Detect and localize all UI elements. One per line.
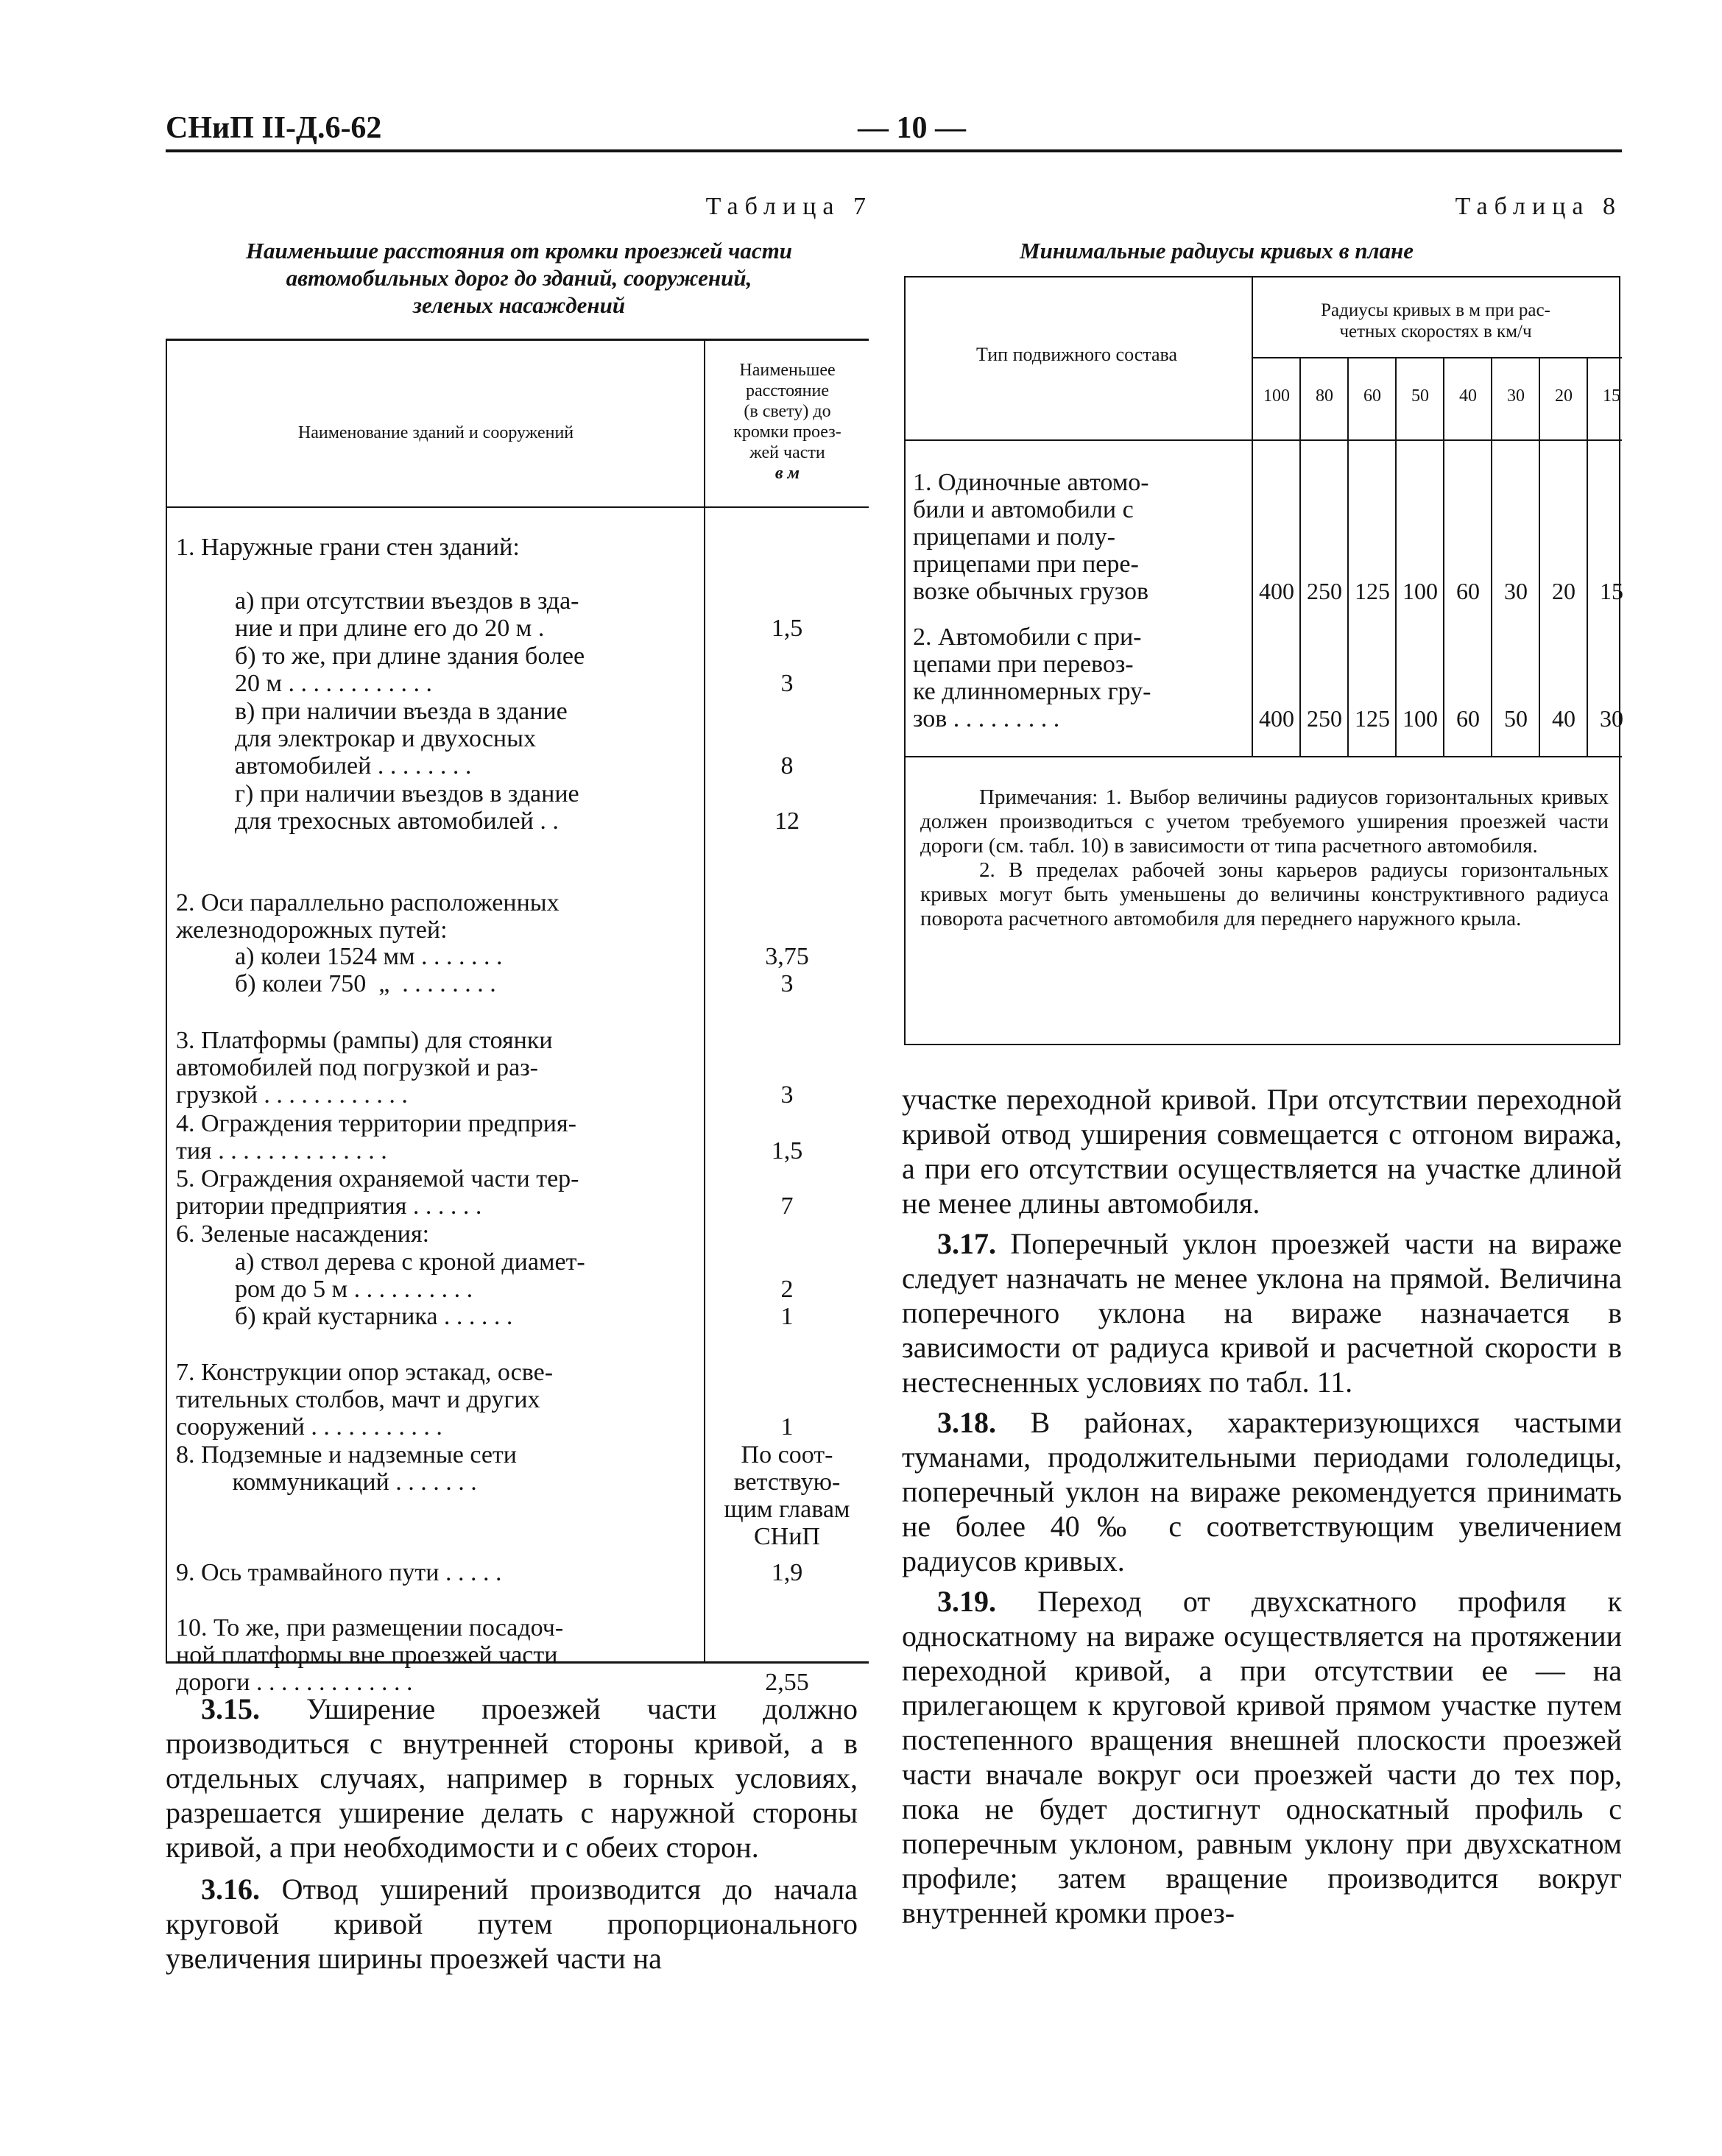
table8-cell: 400 [1259, 705, 1294, 732]
table8-row-label: 1. Одиночные автомо- били и автомобили с прицепами и полу- прицепами при пере- возке обычных грузов [913, 469, 1149, 605]
table7-row-value: 3,75 [765, 943, 809, 970]
table7-title-line: зеленых насаждений [412, 292, 626, 318]
header-line: кромки проез- [733, 423, 841, 442]
table8-speed-header: 15 [1603, 386, 1620, 406]
table8-row-label: 2. Автомобили с при- цепами при перевоз- ке длинномерных гру- зов . . . . . . . . . [913, 623, 1151, 732]
table7-row-label: 4. Ограждения территории предприя- тия . . . . . . . . . . . . . . [176, 1110, 576, 1164]
table8 [904, 276, 1623, 1045]
table7-row-value: 3 [780, 1081, 794, 1109]
header-line: (в свету) до [744, 402, 831, 421]
table8-cell: 60 [1456, 578, 1480, 604]
table7-header-rule [167, 506, 869, 508]
table8-body-rule [906, 756, 1622, 757]
document-code: СНиП II-Д.6-62 [166, 111, 382, 145]
table7-row-label: г) при наличии въездов в здание для трехосных автомобилей . . [235, 780, 579, 835]
table7-row-label: 7. Конструкции опор эстакад, осве- тительных столбов, мачт и других сооружений . . . . . . . . . . . [176, 1359, 554, 1441]
table7-row-value: 3 [780, 970, 794, 997]
table7-row-label: 1. Наружные грани стен зданий: [176, 534, 520, 561]
paragraph-3-15 [166, 1692, 858, 1865]
table8-speed-divider [1347, 357, 1349, 756]
paragraph-number: 3.18. [937, 1406, 996, 1439]
table7-row-value: 1,5 [771, 1137, 803, 1164]
paragraph-3-17 [902, 1226, 1622, 1399]
table8-speed-divider [1587, 357, 1588, 756]
paragraph-text: В районах, характеризующихся частыми туманами, продолжительными периодами гололедицы, поперечный уклон на вираже рекомендуется принимать не более 40‰ с соответствующим увеличением радиусов кривых. [902, 1406, 1623, 1577]
header-line: Наименьшее [739, 361, 836, 380]
table8-speed-header: 40 [1459, 386, 1477, 406]
table7-row-value: 2 [780, 1276, 794, 1303]
table8-speed-header: 20 [1555, 386, 1573, 406]
table8-cell: 60 [1456, 705, 1480, 732]
left-body-text [166, 1692, 858, 1976]
table7-row-label: 9. Ось трамвайного пути . . . . . [176, 1559, 502, 1586]
table8-speed-header: 100 [1263, 386, 1290, 406]
table7-row-label: б) то же, при длине здания более 20 м . . . . . . . . . . . . [235, 643, 585, 697]
table8-title: Минимальные радиусы кривых в плане [1020, 238, 1414, 264]
paragraph-number: 3.19. [937, 1585, 996, 1618]
paragraph-text: Переход от двухскатного профиля к односкатному на вираже осуществляется на протяжении переходной кривой, а при отсутствии ее — на прилегающем к круговой кривой прямом участке путем постепенного вращения внешней плоскости проезжей части вначале вокруг оси проезжей части до тех пор, пока не будет достигнут односкатный профиль с поперечным уклоном, равным уклону при двухскатном профиле; затем вращение производится вокруг внутренней кромки проез- [902, 1585, 1623, 1929]
table7-row-value: 1,5 [771, 615, 803, 642]
table8-cell: 40 [1552, 705, 1575, 732]
table8-note-2: 2. В пределах рабочей зоны карьеров радиусы горизонтальных кривых могут быть уменьшены до величины конструктивного радиуса поворота расчетного автомобиля для переднего наружного крыла. [920, 858, 1609, 930]
table8-cell: 125 [1355, 578, 1390, 604]
header-line: в м [774, 464, 800, 483]
table7 [166, 339, 869, 1696]
table8-speed-divider [1443, 357, 1444, 756]
table8-speed-divider [1395, 357, 1397, 756]
table8-header-rule [906, 439, 1622, 441]
table8-speed-header: 60 [1363, 386, 1381, 406]
table8-cell: 30 [1504, 578, 1528, 604]
table7-row-label: 6. Зеленые насаждения: [176, 1220, 430, 1248]
page-number: — 10 — [858, 111, 966, 145]
table7-row-label: б) колеи 750 „ . . . . . . . . [235, 970, 496, 997]
table8-speed-divider [1539, 357, 1540, 756]
paragraph-3-16 [166, 1872, 858, 1976]
table7-column-divider [704, 341, 705, 1661]
table8-cell: 250 [1307, 705, 1342, 732]
paragraph-3-19 [902, 1584, 1622, 1930]
table7-row-label: 10. То же, при размещении посадоч- ной платформы вне проезжей части дороги . . . . . . . . . . . . . [176, 1614, 564, 1696]
table7-title [166, 237, 872, 319]
table8-header-radius [1252, 300, 1620, 342]
paragraph-text: Поперечный уклон проезжей части на вираже следует назначать не менее уклона на прямой. Величина поперечного уклона на вираже назначается в зависимости от радиуса кривой и расчетной скорости в нестесненных условиях по табл. 11. [902, 1227, 1622, 1399]
header-line: жей части [749, 443, 825, 462]
table7-title-line: Наименьшие расстояния от кромки проезжей части [245, 238, 793, 264]
table8-cell: 20 [1552, 578, 1575, 604]
table8-speed-divider [1299, 357, 1301, 756]
paragraph-number: 3.15. [201, 1692, 260, 1725]
table7-row-value: 1,9 [771, 1559, 803, 1586]
table7-row-label: а) колеи 1524 мм . . . . . . . [235, 943, 503, 970]
paragraph-3-18 [902, 1405, 1622, 1578]
table8-cell: 400 [1259, 578, 1294, 604]
table7-label: Таблица 7 [705, 193, 872, 220]
paragraph-number: 3.16. [201, 1873, 260, 1906]
table8-cell: 125 [1355, 705, 1390, 732]
table7-row-value: 2,55 [765, 1669, 809, 1696]
table8-note-1: Примечания: 1. Выбор величины радиусов горизонтальных кривых должен производиться с учетом требуемого уширения проезжей части дороги (см. табл. 10) в зависимости от типа расчетного автомобиля. [920, 785, 1609, 858]
table8-cell: 30 [1600, 705, 1623, 732]
table7-row-value: 1 [780, 1413, 794, 1441]
table7-row-label: а) при отсутствии въездов в зда- ние и при длине его до 20 м . [235, 587, 579, 642]
table8-notes [920, 785, 1609, 931]
header-line: расстояние [745, 381, 830, 400]
table8-cell: 50 [1504, 705, 1528, 732]
table8-cell: 100 [1402, 705, 1438, 732]
paragraph-text: Уширение проезжей части должно производиться с внутренней стороны кривой, а в отдельных случаях, например в горных условиях, разрешается уширение делать с наружной стороны кривой, а при необходимости и с обеих сторон. [166, 1692, 858, 1864]
table8-cell: 15 [1600, 578, 1623, 604]
table8-speed-divider [1491, 357, 1492, 756]
table7-row-label: 2. Оси параллельно расположенных железнодорожных путей: [176, 889, 560, 944]
table8-cell: 250 [1307, 578, 1342, 604]
header-line: Радиусы кривых в м при рас- [1321, 300, 1550, 320]
table8-speed-header: 50 [1411, 386, 1429, 406]
table8-cell: 100 [1402, 578, 1438, 604]
table7-caption [166, 193, 872, 319]
table7-row-label: в) при наличии въезда в здание для электрокар и двухосных автомобилей . . . . . . . . [235, 698, 568, 780]
table7-title-line: автомобильных дорог до зданий, сооружений, [286, 265, 752, 291]
table8-speed-header: 80 [1316, 386, 1333, 406]
paragraph-number: 3.17. [937, 1227, 996, 1260]
right-body-text [902, 1082, 1622, 1930]
table7-row-value: 12 [774, 807, 800, 835]
table7-header-distance [708, 360, 867, 484]
table7-row-value: 1 [780, 1303, 794, 1330]
table7-row-value: 3 [780, 670, 794, 697]
paragraph-continuation: участке переходной кривой. При отсутствии переходной кривой отвод уширения совмещается с отгоном виража, а при его отсутствии осуществляется на участке длиной не менее длины автомобиля. [902, 1083, 1622, 1220]
table8-caption [902, 193, 1622, 264]
paragraph-text: Отвод уширений производится до начала круговой кривой путем пропорционального увеличения ширины проезжей части на [166, 1873, 858, 1975]
table7-row-label: 5. Ограждения охраняемой части тер- ритории предприятия . . . . . . [176, 1165, 579, 1220]
table7-row-label: 8. Подземные и надземные сети коммуникаций . . . . . . . [176, 1441, 517, 1496]
header-rule [166, 149, 1622, 152]
table7-row-value: По соот- ветствую- щим главам СНиП [724, 1441, 850, 1550]
table8-header-type: Тип подвижного состава [976, 344, 1177, 365]
table7-row-value: 7 [780, 1192, 794, 1220]
table7-row-label: б) край кустарника . . . . . . [235, 1303, 513, 1330]
table7-row-value: 8 [780, 752, 794, 780]
table8-speed-header: 30 [1507, 386, 1525, 406]
header-line: четных скоростях в км/ч [1339, 322, 1532, 342]
table7-row-label: 3. Платформы (рампы) для стоянки автомобилей под погрузкой и раз- грузкой . . . . . . . . . . . . [176, 1027, 553, 1109]
table8-label: Таблица 8 [1455, 193, 1622, 220]
table8-divider [1252, 278, 1253, 756]
table7-header-name: Наименование зданий и сооружений [297, 423, 574, 442]
table8-divider [1252, 357, 1622, 358]
table7-row-label: а) ствол дерева с кроной диамет- ром до 5 м . . . . . . . . . . [235, 1248, 585, 1303]
